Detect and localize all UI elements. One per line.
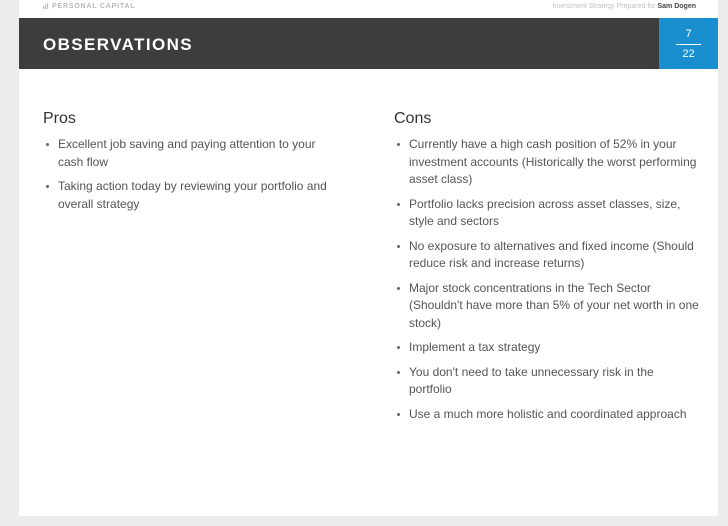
brand-name: PERSONAL CAPITAL (52, 3, 136, 10)
total-pages: 22 (682, 48, 695, 60)
pros-item: Taking action today by reviewing your portfolio and overall strategy (43, 178, 343, 213)
prepared-prefix: Investment Strategy Prepared for (552, 3, 656, 10)
brand-logo (43, 3, 135, 10)
cons-item: You don't need to take unnecessary risk in the portfolio (394, 364, 699, 399)
page-title: OBSERVATIONS (43, 35, 193, 54)
cons-column (394, 110, 699, 430)
slide-page (19, 0, 718, 516)
client-name: Sam Dogen (657, 3, 696, 10)
prepared-for (552, 3, 696, 10)
cons-item: Portfolio lacks precision across asset classes, size, style and sectors (394, 196, 699, 231)
cons-heading: Cons (394, 110, 432, 127)
cons-item: Implement a tax strategy (394, 339, 699, 357)
page-divider (676, 44, 701, 45)
current-page: 7 (685, 28, 692, 40)
logo-bars-icon (43, 3, 49, 9)
cons-list (394, 136, 699, 423)
cons-item: Currently have a high cash position of 52% in your investment accounts (Historically the worst performing asset class) (394, 136, 699, 189)
cons-item: Use a much more holistic and coordinated approach (394, 406, 699, 424)
section-header (19, 18, 718, 69)
top-bar (19, 0, 718, 17)
pros-heading: Pros (43, 110, 76, 127)
page-indicator (659, 18, 718, 69)
cons-item: No exposure to alternatives and fixed income (Should reduce risk and increase returns) (394, 238, 699, 273)
cons-item: Major stock concentrations in the Tech Sector (Shouldn't have more than 5% of your net worth in one stock) (394, 280, 699, 333)
pros-column (43, 110, 343, 220)
pros-list (43, 136, 343, 213)
pros-item: Excellent job saving and paying attention to your cash flow (43, 136, 343, 171)
